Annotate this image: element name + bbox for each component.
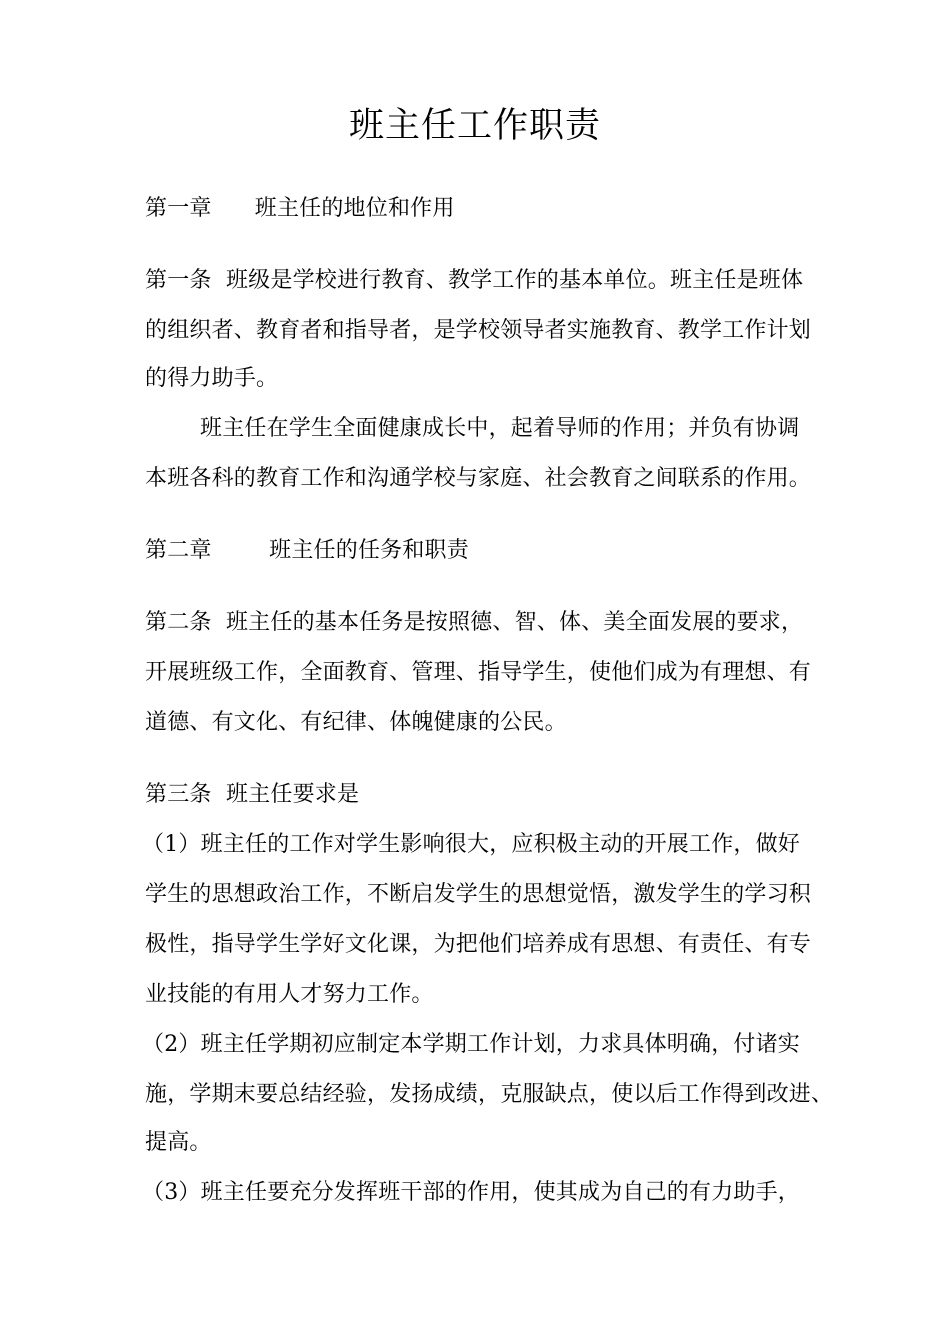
article-3-item-3-line-1: （3）班主任要充分发挥班干部的作用，使其成为自己的有力助手， <box>142 1180 800 1205</box>
article-3-item-1-line-4: 业技能的有用人才努力工作。 <box>145 982 434 1007</box>
article-1-line-3: 的得力助手。 <box>145 366 279 391</box>
article-2-line-1: 第二条 班主任的基本任务是按照德、智、体、美全面发展的要求， <box>145 610 804 635</box>
article-3-item-2-line-3: 提高。 <box>145 1130 212 1155</box>
article-1-line-1: 第一条 班级是学校进行教育、教学工作的基本单位。班主任是班体 <box>145 268 804 293</box>
article-1-line-2: 的组织者、教育者和指导者，是学校领导者实施教育、教学工作计划 <box>145 318 812 343</box>
article-1-para-2-line-2: 本班各科的教育工作和沟通学校与家庭、社会教育之间联系的作用。 <box>145 466 812 491</box>
article-3-item-1-line-3: 极性，指导学生学好文化课，为把他们培养成有思想、有责任、有专 <box>145 932 812 957</box>
article-3-item-1-line-2: 学生的思想政治工作，不断启发学生的思想觉悟，激发学生的学习积 <box>145 882 812 907</box>
article-3-item-2-line-1: （2）班主任学期初应制定本学期工作计划，力求具体明确，付诸实 <box>142 1032 800 1057</box>
article-1-para-2-line-1: 班主任在学生全面健康成长中，起着导师的作用；并负有协调 <box>200 416 800 441</box>
article-3-item-2-line-2: 施，学期末要总结经验，发扬成绩，克服缺点，使以后工作得到改进、 <box>145 1082 834 1107</box>
article-3-item-1-line-1: （1）班主任的工作对学生影响很大，应积极主动的开展工作，做好 <box>142 832 800 857</box>
article-2-line-3: 道德、有文化、有纪律、体魄健康的公民。 <box>145 710 567 735</box>
chapter-1-heading: 第一章 班主任的地位和作用 <box>145 196 455 221</box>
article-3-heading: 第三条 班主任要求是 <box>145 782 360 807</box>
article-2-line-2: 开展班级工作，全面教育、管理、指导学生，使他们成为有理想、有 <box>145 660 812 685</box>
document-title: 班主任工作职责 <box>348 106 601 146</box>
chapter-2-heading: 第二章 班主任的任务和职责 <box>145 538 469 563</box>
